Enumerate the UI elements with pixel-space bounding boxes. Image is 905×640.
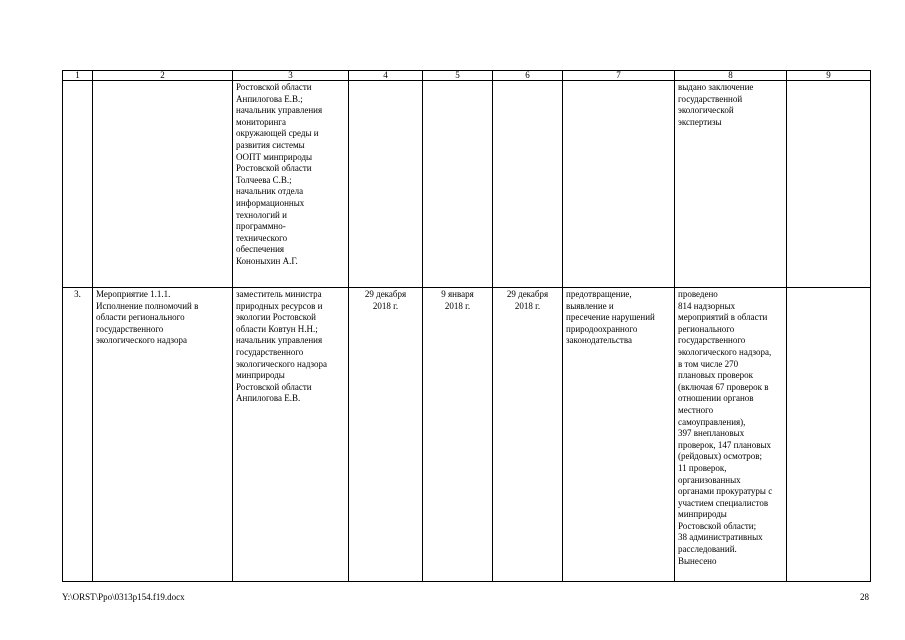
table-cell (787, 81, 871, 288)
column-number: 9 (787, 71, 871, 81)
activity-name-cell: Мероприятие 1.1.1. Исполнение полномочий в области регионального государственного экологического надзора (93, 288, 233, 582)
table-row (63, 288, 871, 582)
expected-result-cell: предотвращение, выявление и пресечение нарушений природоохранного законодательства (563, 288, 675, 582)
column-number: 3 (233, 71, 349, 81)
problems-cell (787, 288, 871, 582)
result-cell: выдано заключение государственной экологической экспертизы (675, 81, 787, 288)
responsible-persons-cell: заместитель министра природных ресурсов и экологии Ростовской области Ковтун Н.Н.; начальник управления государственного экологического надзора минприроды Ростовской области Анпилогова Е.В. (233, 288, 349, 582)
monitoring-table (62, 70, 871, 582)
table-cell (563, 81, 675, 288)
table-cell (423, 81, 493, 288)
actual-start-date-cell: 9 января 2018 г. (423, 288, 493, 582)
actual-result-cell: проведено 814 надзорных мероприятий в области регионального государственного экологического надзора, в том числе 270 плановых проверок (включая 67 проверок в отношении органов местного самоуправления), 397 внеплановых проверок, 147 плановых (рейдовых) осмотров; 11 проверок, организованных органами прокуратуры с участием специалистов минприроды Ростовской области; 38 административных расследований. Вынесено (675, 288, 787, 582)
table-cell (93, 81, 233, 288)
footer-file-path: Y:\ORST\Ppo\0313p154.f19.docx (62, 592, 185, 602)
table-cell (349, 81, 423, 288)
row-number-cell: 3. (63, 288, 93, 582)
responsible-persons-cell: Ростовской области Анпилогова Е.В.; начальник управления мониторинга окружающей среды и развития системы ООПТ минприроды Ростовской области Толчеева С.В.; начальник отдела информационных технологий и программно- технического обеспечения Кононыхин А.Г. (233, 81, 349, 288)
column-number: 2 (93, 71, 233, 81)
column-number: 1 (63, 71, 93, 81)
table-cell (63, 81, 93, 288)
column-number: 5 (423, 71, 493, 81)
table-row-continued (63, 81, 871, 288)
planned-end-date-cell: 29 декабря 2018 г. (349, 288, 423, 582)
column-number-row (63, 71, 871, 81)
table-cell (493, 81, 563, 288)
column-number: 4 (349, 71, 423, 81)
column-number: 8 (675, 71, 787, 81)
page-number: 28 (860, 592, 869, 602)
column-number: 7 (563, 71, 675, 81)
actual-end-date-cell: 29 декабря 2018 г. (493, 288, 563, 582)
column-number: 6 (493, 71, 563, 81)
